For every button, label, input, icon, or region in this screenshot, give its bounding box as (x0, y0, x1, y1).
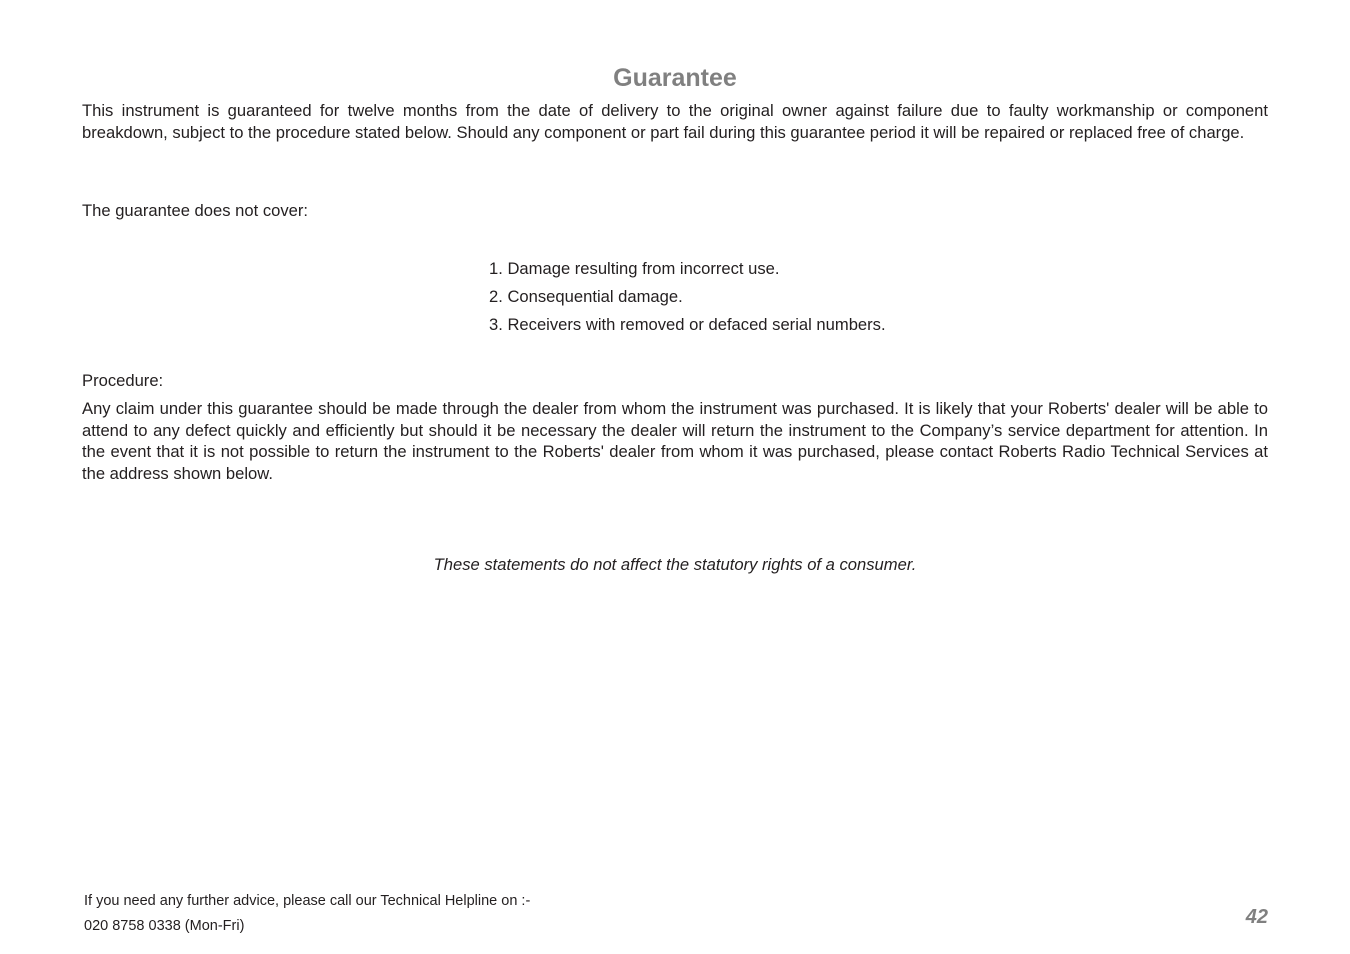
exclusion-item: 1. Damage resulting from incorrect use. (489, 259, 780, 278)
page-number: 42 (1245, 906, 1268, 928)
helpline-phone: 020 8758 0338 (Mon-Fri) (84, 918, 245, 934)
exclusions-list (489, 255, 886, 339)
page-title: Guarantee (613, 64, 737, 92)
statutory-rights-note: These statements do not affect the statutory rights of a consumer. (433, 555, 917, 574)
not-covered-heading: The guarantee does not cover: (82, 201, 309, 220)
procedure-heading: Procedure: (82, 371, 164, 390)
helpline-text: If you need any further advice, please call our Technical Helpline on :- (84, 893, 531, 909)
guarantee-intro-paragraph: This instrument is guaranteed for twelve months from the date of delivery to the original owner against failure due to faulty workmanship or component breakdown, subject to the procedure stated below. Should any component or part fail during this guarantee period it will be repaired or replaced free of charge. (82, 101, 1268, 142)
procedure-paragraph: Any claim under this guarantee should be made through the dealer from whom the instrument was purchased. It is likely that your Roberts' dealer will be able to attend to any defect quickly and efficiently but should it be necessary the dealer will return the instrument to the Company’s service department for attention. In the event that it is not possible to return the instrument to the Roberts' dealer from whom it was purchased, please contact Roberts Radio Technical Services at the address shown below. (82, 399, 1268, 483)
footer-helpline (84, 889, 530, 939)
exclusion-item: 2. Consequential damage. (489, 287, 683, 306)
exclusion-item: 3. Receivers with removed or defaced serial numbers. (489, 315, 886, 334)
